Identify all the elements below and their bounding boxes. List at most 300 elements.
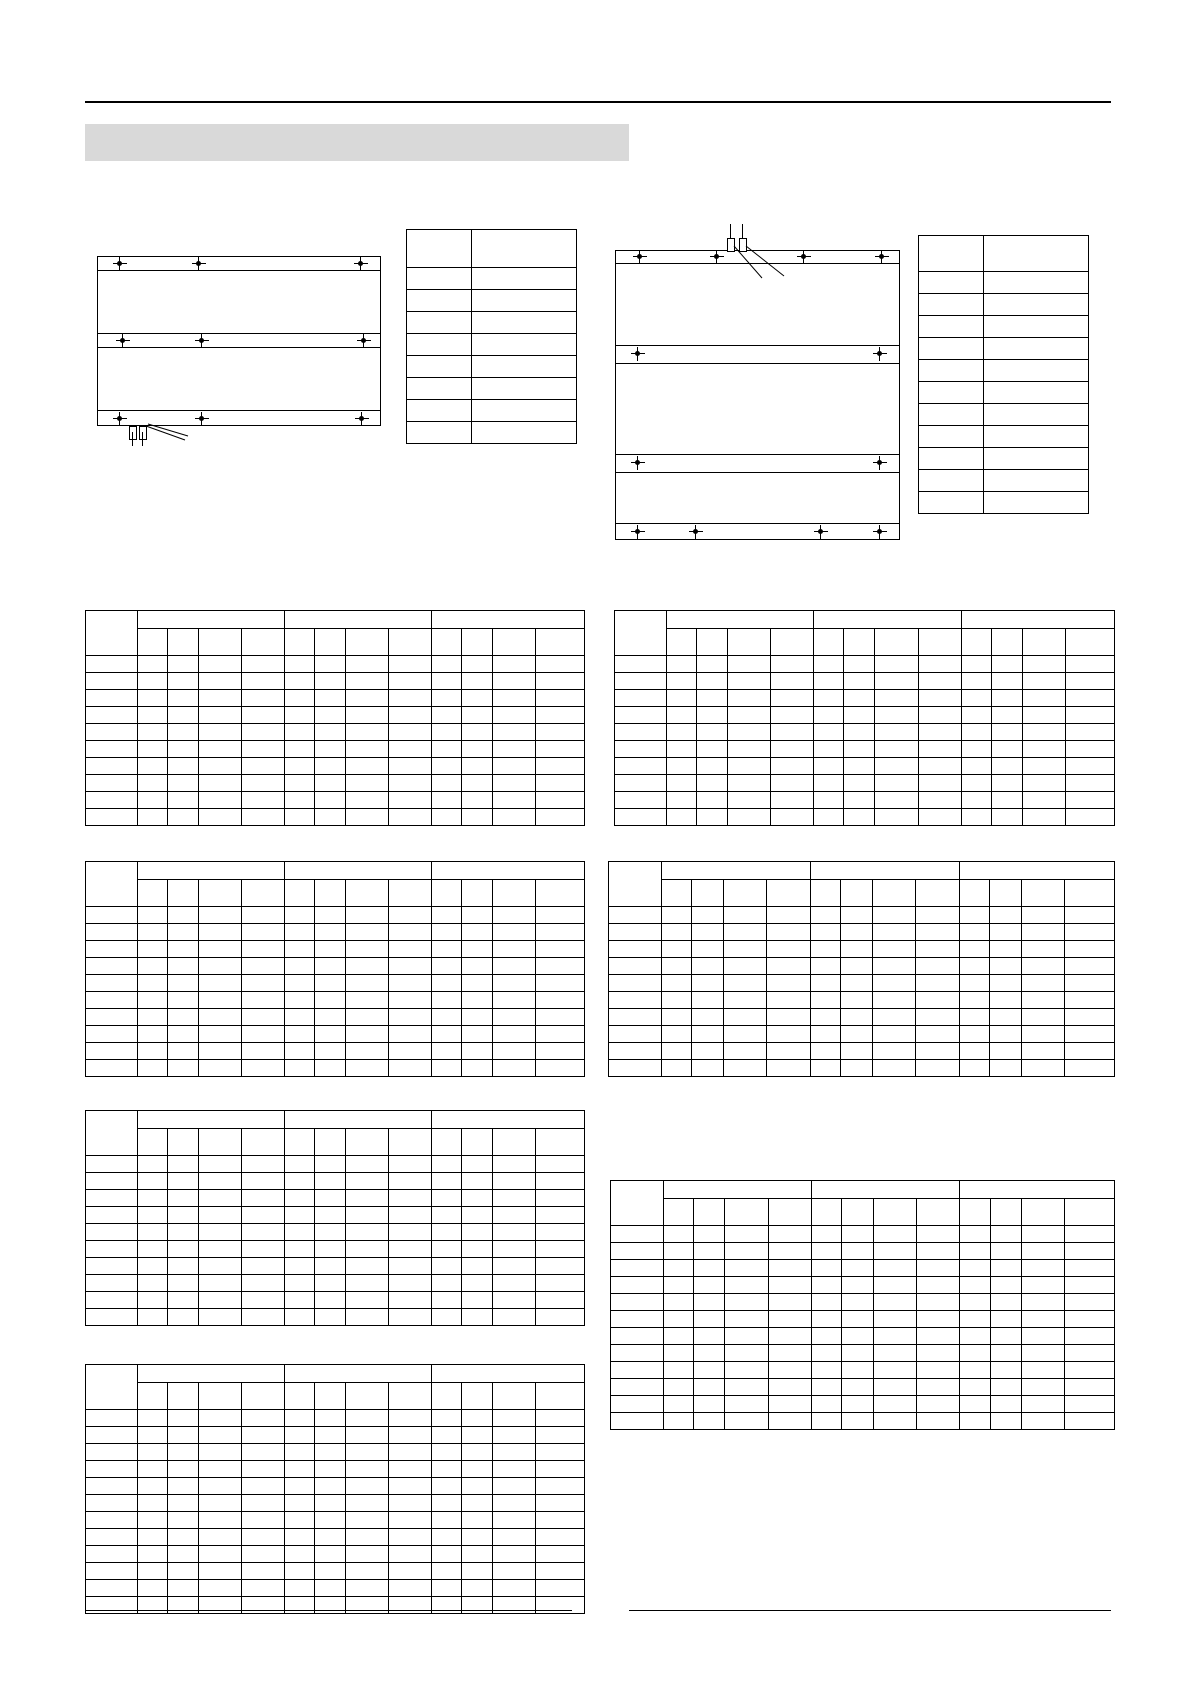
table-cell (493, 992, 536, 1009)
table-cell (960, 1311, 990, 1328)
table-cell (285, 809, 315, 826)
table-cell (315, 775, 346, 792)
table-cell (199, 1478, 242, 1495)
table-subheader (916, 1199, 959, 1226)
table-subheader (693, 1199, 724, 1226)
table-cell (242, 924, 285, 941)
table-cell (767, 1026, 811, 1043)
table-cell (432, 1529, 462, 1546)
table-row (615, 656, 1115, 673)
table-cell (493, 1563, 536, 1580)
table-cell (285, 1224, 315, 1241)
table-group-header (285, 1111, 432, 1129)
table-cell (242, 1173, 285, 1190)
table-cell (916, 941, 960, 958)
table-row (86, 1190, 585, 1207)
table-cell (1065, 907, 1115, 924)
table-cell (199, 707, 242, 724)
table-cell (168, 1580, 199, 1597)
table-cell (199, 792, 242, 809)
table-cell (728, 758, 771, 775)
table-cell (432, 941, 462, 958)
table-cell (611, 1294, 664, 1311)
table-group-header (138, 862, 285, 880)
table-cell (661, 1009, 691, 1026)
table-cell (1022, 656, 1065, 673)
table-cell (86, 1026, 138, 1043)
table-cell (536, 1060, 585, 1077)
table-cell (315, 1529, 346, 1546)
table-cell (728, 690, 771, 707)
table-subheader (432, 880, 462, 907)
table-subheader (199, 880, 242, 907)
table-cell (389, 992, 432, 1009)
table-cell (693, 1345, 724, 1362)
table-cell (315, 958, 346, 975)
table-cell (462, 1309, 493, 1326)
table-cell (86, 975, 138, 992)
table-row (86, 792, 585, 809)
table-cell (389, 775, 432, 792)
table-cell (661, 992, 691, 1009)
table-cell (346, 1060, 389, 1077)
mounting-cross-icon (631, 347, 645, 361)
table-cell (916, 1260, 959, 1277)
table-cell (811, 1311, 841, 1328)
table-cell (1022, 809, 1065, 826)
table-cell (661, 958, 691, 975)
table-cell (462, 1512, 493, 1529)
table-cell (138, 1529, 168, 1546)
table-cell (842, 1277, 873, 1294)
table-cell (990, 1009, 1021, 1026)
table-cell (991, 673, 1022, 690)
table-cell (814, 690, 844, 707)
table-row (609, 1043, 1115, 1060)
mounting-cross-icon (116, 334, 130, 348)
mounting-cross-icon (195, 334, 209, 348)
table-cell (285, 958, 315, 975)
table-cell (199, 1009, 242, 1026)
table-cell (86, 1207, 138, 1224)
table-cell (768, 1379, 811, 1396)
table-cell (493, 724, 536, 741)
table-cell (432, 1258, 462, 1275)
table-cell (346, 741, 389, 758)
table-cell (199, 1173, 242, 1190)
legend-table-right (918, 235, 1089, 514)
table-cell (389, 1207, 432, 1224)
table-cell (168, 1060, 199, 1077)
table-cell (693, 1379, 724, 1396)
table-row (86, 975, 585, 992)
table-cell (493, 1495, 536, 1512)
table-subheader (959, 880, 989, 907)
table-cell (315, 1444, 346, 1461)
table-cell (199, 656, 242, 673)
table-cell (661, 1043, 691, 1060)
table-cell (536, 1444, 585, 1461)
table-cell (615, 673, 667, 690)
table-cell (872, 992, 916, 1009)
table-cell (199, 1495, 242, 1512)
mounting-cross-icon (873, 525, 887, 539)
table-subheader (536, 880, 585, 907)
table-cell (692, 992, 723, 1009)
table-cell (697, 809, 728, 826)
table-cell (389, 1043, 432, 1060)
table-cell (875, 775, 918, 792)
table-cell (199, 1292, 242, 1309)
table-cell (285, 1026, 315, 1043)
table-cell (841, 992, 872, 1009)
table-subheader (242, 629, 285, 656)
table-cell (728, 809, 771, 826)
table-cell (493, 758, 536, 775)
table-cell (872, 1060, 916, 1077)
table-cell (285, 1410, 315, 1427)
table-cell (916, 1009, 960, 1026)
table-subheader (285, 880, 315, 907)
table-cell (346, 975, 389, 992)
table-cell (168, 758, 199, 775)
table-cell (86, 1060, 138, 1077)
table-cell (138, 1190, 168, 1207)
table-cell (493, 1156, 536, 1173)
table-cell (536, 992, 585, 1009)
table-cell (725, 1243, 768, 1260)
table-group-header (961, 611, 1114, 629)
table-cell (86, 1258, 138, 1275)
table-cell (285, 724, 315, 741)
table-group-header (285, 1365, 432, 1383)
table-corner-cell (86, 611, 138, 656)
table-cell (768, 1226, 811, 1243)
table-cell (389, 673, 432, 690)
table-cell (1021, 1026, 1065, 1043)
table-cell (285, 673, 315, 690)
table-cell (315, 1275, 346, 1292)
table-cell (389, 1309, 432, 1326)
table-cell (875, 758, 918, 775)
table-cell (873, 1260, 916, 1277)
table-group-header (138, 1111, 285, 1129)
table-cell (389, 1495, 432, 1512)
table-cell (875, 673, 918, 690)
table-cell (693, 1260, 724, 1277)
table-cell (432, 1546, 462, 1563)
table-cell (961, 758, 991, 775)
table-cell (811, 1345, 841, 1362)
table-cell (315, 907, 346, 924)
table-cell (768, 1277, 811, 1294)
table-cell (811, 1277, 841, 1294)
table-cell (725, 1345, 768, 1362)
section-header-band (85, 124, 629, 161)
mounting-cross-icon (873, 456, 887, 470)
table-cell (315, 1043, 346, 1060)
table-cell (1021, 992, 1065, 1009)
table-cell (1021, 907, 1065, 924)
table-cell (767, 941, 811, 958)
table-cell (697, 741, 728, 758)
table-subheader (432, 629, 462, 656)
data-table (614, 610, 1115, 826)
table-cell (199, 775, 242, 792)
table-subheader (1065, 880, 1115, 907)
table-cell (767, 907, 811, 924)
table-row (86, 1026, 585, 1043)
table-cell (432, 792, 462, 809)
table-cell (536, 1207, 585, 1224)
table-cell (315, 924, 346, 941)
table-cell (86, 958, 138, 975)
mounting-cross-icon (875, 250, 889, 264)
table-cell (285, 1207, 315, 1224)
table-cell (242, 1043, 285, 1060)
table-subheader (961, 629, 991, 656)
table-cell (168, 1410, 199, 1427)
table-cell (346, 1478, 389, 1495)
table-cell (611, 1413, 664, 1430)
table-cell (842, 1226, 873, 1243)
table-cell (872, 941, 916, 958)
table-cell (615, 741, 667, 758)
table-cell (615, 724, 667, 741)
mounting-cross-icon (633, 250, 647, 264)
table-cell (1022, 724, 1065, 741)
table-cell (138, 724, 168, 741)
table-row (611, 1243, 1115, 1260)
table-cell (242, 1224, 285, 1241)
table-cell (810, 1043, 840, 1060)
table-cell (916, 1226, 959, 1243)
table-cell (432, 1461, 462, 1478)
table-cell (916, 1243, 959, 1260)
table-cell (536, 809, 585, 826)
arrow-down-icon (742, 224, 743, 238)
table-cell (346, 1444, 389, 1461)
table-cell (199, 1190, 242, 1207)
table-cell (959, 992, 989, 1009)
table-cell (611, 1277, 664, 1294)
table-cell (693, 1243, 724, 1260)
table-cell (667, 724, 697, 741)
table-cell (432, 1478, 462, 1495)
table-cell (1065, 1226, 1115, 1243)
table-cell (916, 1043, 960, 1060)
table-cell (918, 792, 961, 809)
table-cell (285, 941, 315, 958)
table-cell (389, 1563, 432, 1580)
table-cell (138, 758, 168, 775)
table-cell (1021, 1243, 1064, 1260)
table-cell (346, 1009, 389, 1026)
table-cell (285, 792, 315, 809)
table-cell (536, 741, 585, 758)
table-group-header (811, 1181, 959, 1199)
table-cell (346, 707, 389, 724)
table-group-header (285, 862, 432, 880)
table-cell (1065, 656, 1114, 673)
data-table (85, 1110, 585, 1326)
table-subheader (536, 1129, 585, 1156)
table-cell (432, 1292, 462, 1309)
table-cell (1065, 941, 1115, 958)
table-cell (990, 1294, 1021, 1311)
table-cell (315, 792, 346, 809)
table-corner-cell (609, 862, 662, 907)
table-cell (873, 1243, 916, 1260)
table-cell (389, 1580, 432, 1597)
table-cell (168, 1309, 199, 1326)
table-cell (725, 1311, 768, 1328)
table-row (86, 1563, 585, 1580)
table-cell (728, 707, 771, 724)
table-subheader (990, 880, 1021, 907)
table-cell (86, 1427, 138, 1444)
table-cell (961, 741, 991, 758)
table-cell (346, 1563, 389, 1580)
table-cell (242, 1258, 285, 1275)
table-cell (611, 1345, 664, 1362)
table-cell (242, 673, 285, 690)
table-row (86, 1444, 585, 1461)
table-cell (493, 1461, 536, 1478)
table-subheader (346, 629, 389, 656)
table-cell (242, 1060, 285, 1077)
table-cell (346, 690, 389, 707)
table-cell (138, 1060, 168, 1077)
table-cell (725, 1413, 768, 1430)
table-cell (86, 941, 138, 958)
table-cell (841, 958, 872, 975)
table-subheader (493, 629, 536, 656)
table-cell (959, 1043, 989, 1060)
table-subheader (842, 1199, 873, 1226)
table-cell (315, 992, 346, 1009)
table-subheader (168, 629, 199, 656)
table-cell (609, 1043, 662, 1060)
table-cell (990, 907, 1021, 924)
table-cell (609, 941, 662, 958)
table-cell (432, 775, 462, 792)
table-cell (242, 1207, 285, 1224)
table-cell (1022, 690, 1065, 707)
table-cell (1065, 775, 1114, 792)
table-group-header (432, 1111, 585, 1129)
table-row (86, 1529, 585, 1546)
table-cell (242, 992, 285, 1009)
table-cell (432, 1173, 462, 1190)
table-cell (168, 1512, 199, 1529)
table-cell (667, 707, 697, 724)
table-cell (432, 690, 462, 707)
table-cell (728, 775, 771, 792)
table-subheader (1065, 1199, 1115, 1226)
table-cell (389, 1292, 432, 1309)
table-cell (493, 690, 536, 707)
table-cell (1021, 1311, 1064, 1328)
table-cell (814, 792, 844, 809)
table-subheader (199, 1383, 242, 1410)
table-cell (536, 1224, 585, 1241)
table-cell (810, 975, 840, 992)
table-cell (168, 1156, 199, 1173)
table-cell (611, 1311, 664, 1328)
table-cell (346, 1512, 389, 1529)
table-cell (918, 656, 961, 673)
table-cell (432, 1410, 462, 1427)
table-group-header (432, 611, 585, 629)
table-cell (315, 1190, 346, 1207)
table-cell (814, 656, 844, 673)
table-cell (242, 975, 285, 992)
table-cell (493, 1224, 536, 1241)
table-cell (771, 775, 814, 792)
table-cell (285, 1444, 315, 1461)
table-row (86, 1173, 585, 1190)
table-cell (768, 1328, 811, 1345)
table-row (86, 707, 585, 724)
table-cell (242, 724, 285, 741)
table-row (86, 673, 585, 690)
table-cell (389, 1427, 432, 1444)
table-cell (389, 907, 432, 924)
table-subheader (285, 1129, 315, 1156)
table-cell (692, 1026, 723, 1043)
table-cell (346, 1546, 389, 1563)
table-cell (615, 775, 667, 792)
table-cell (536, 690, 585, 707)
table-cell (844, 809, 875, 826)
table-cell (86, 1495, 138, 1512)
table-cell (536, 1410, 585, 1427)
table-cell (389, 1529, 432, 1546)
table-cell (389, 1275, 432, 1292)
table-subheader (389, 1129, 432, 1156)
table-cell (138, 924, 168, 941)
table-cell (168, 1043, 199, 1060)
table-row (86, 690, 585, 707)
table-cell (697, 758, 728, 775)
table-cell (536, 907, 585, 924)
table-cell (810, 992, 840, 1009)
table-cell (667, 673, 697, 690)
table-cell (86, 1190, 138, 1207)
table-cell (990, 1379, 1021, 1396)
table-cell (1065, 741, 1114, 758)
table-cell (842, 1362, 873, 1379)
table-cell (959, 1009, 989, 1026)
table-cell (462, 1275, 493, 1292)
table-cell (285, 1546, 315, 1563)
table-row (86, 958, 585, 975)
table-corner-cell (86, 1111, 138, 1156)
table-cell (916, 1345, 959, 1362)
table-cell (389, 1444, 432, 1461)
table-cell (285, 1156, 315, 1173)
table-cell (692, 1060, 723, 1077)
table-cell (1022, 792, 1065, 809)
table-cell (767, 958, 811, 975)
table-cell (842, 1260, 873, 1277)
table-cell (536, 1529, 585, 1546)
table-row (86, 1292, 585, 1309)
table-row (609, 1060, 1115, 1077)
table-cell (138, 1241, 168, 1258)
table-cell (916, 907, 960, 924)
